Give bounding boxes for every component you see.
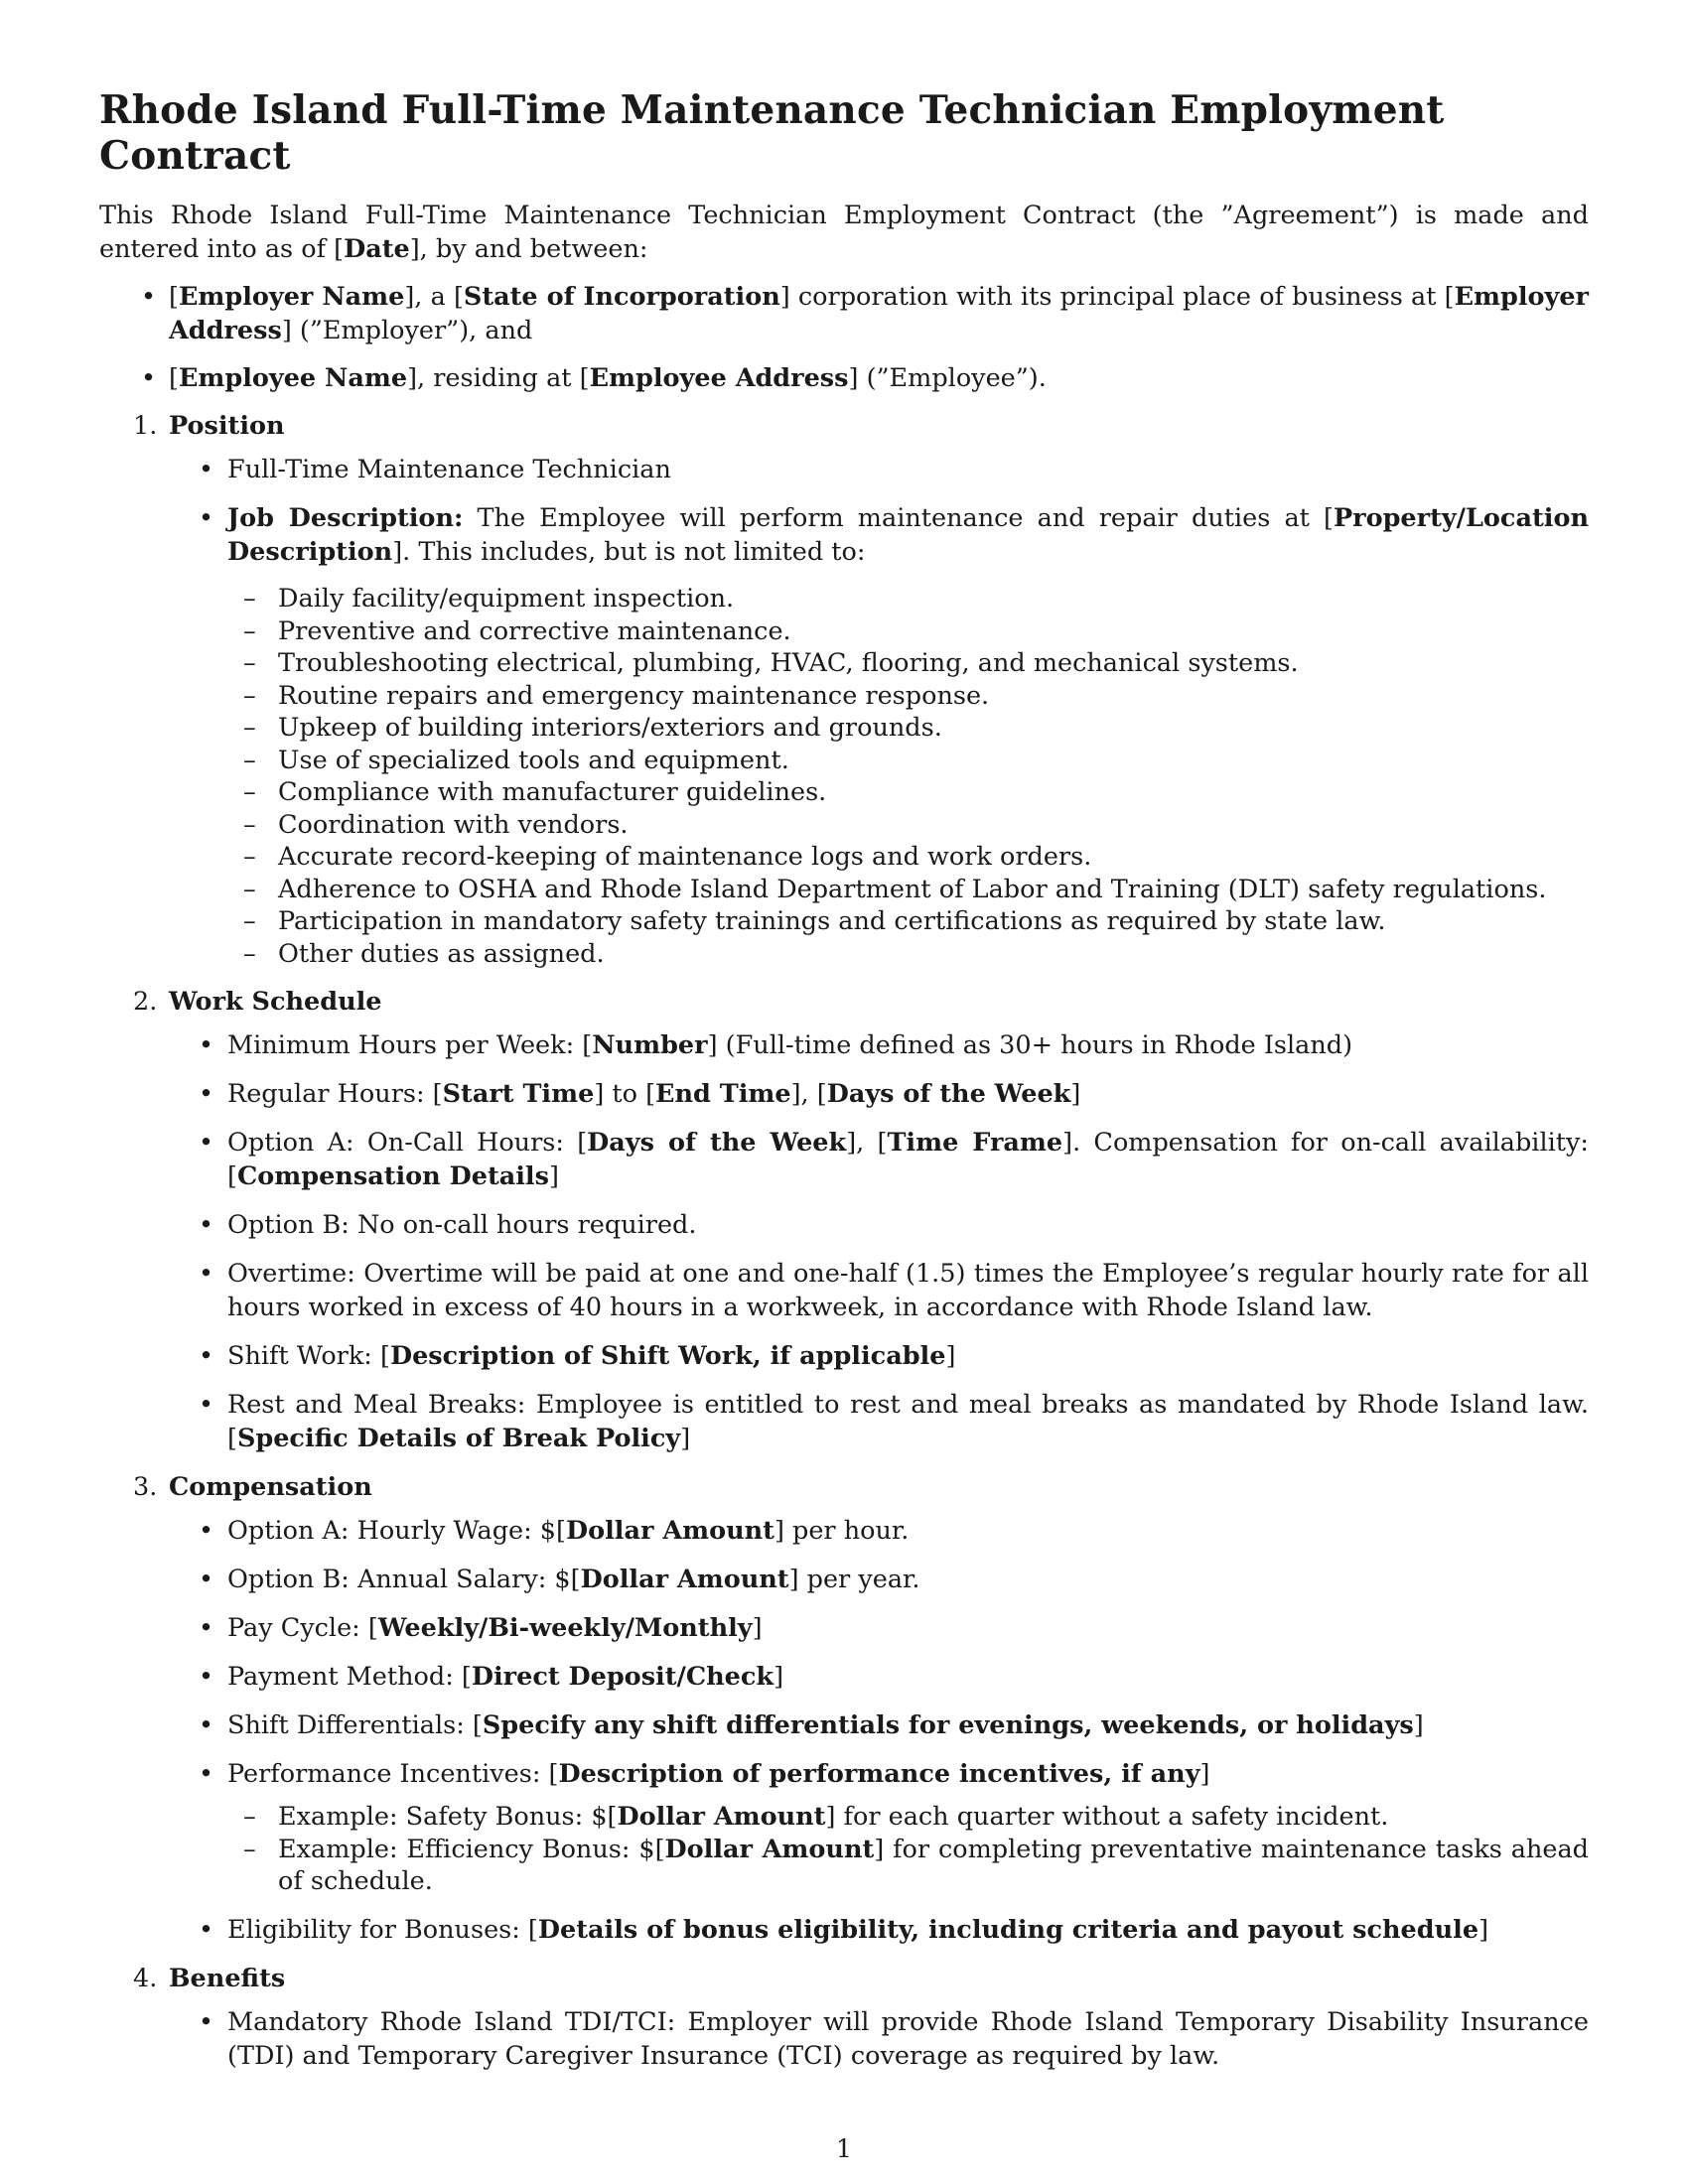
schedule-list [99,1028,1589,1455]
pay-cycle: • Pay Cycle: [Weekly/Bi-weekly/Monthly] [99,1611,1589,1645]
duty-item: – Troubleshooting electrical, plumbing, HVAC, flooring, and mechanical systems. [227,647,1589,680]
position-role: • Full-Time Maintenance Technician [99,453,1589,486]
party-employer: • [Employer Name], a [State of Incorporation] corporation with its principal place of business at [Employer Address] (”Employer”), and [99,280,1589,347]
duty-item: – Use of specialized tools and equipment. [227,745,1589,777]
duty-item: – Upkeep of building interiors/exteriors and grounds. [227,712,1589,745]
no-on-call: • Option B: No on-call hours required. [99,1208,1589,1242]
duty-item: – Participation in mandatory safety trainings and certifications as required by state law. [227,905,1589,938]
section-heading: 1. Position [133,411,285,441]
duty-item: – Coordination with vendors. [227,809,1589,842]
example-efficiency-bonus: – Example: Efficiency Bonus: $[Dollar Amount] for completing preventative maintenance tasks ahead of schedule. [227,1834,1589,1898]
minimum-hours: • Minimum Hours per Week: [Number] (Full-time defined as 30+ hours in Rhode Island) [99,1028,1589,1062]
bonus-eligibility: • Eligibility for Bonuses: [Details of bonus eligibility, including criteria and payout schedule] [99,1913,1589,1947]
performance-incentives: • Performance Incentives: [Description of performance incentives, if any] – Example: Safety Bonus: $[Dollar Amount] for each quarter without a safety incident. – Example: Efficiency Bonus: $[Dollar Amount] for completing preventative maintenance tasks ahead of schedule. [99,1757,1589,1898]
duty-item: – Preventive and corrective maintenance. [227,615,1589,648]
document-page [99,87,1589,2088]
tdi-tci: • Mandatory Rhode Island TDI/TCI: Employer will provide Rhode Island Temporary Disability Insurance (TDI) and Temporary Caregiver Insurance (TCI) coverage as required by law. [99,2005,1589,2073]
shift-work: • Shift Work: [Description of Shift Work, if applicable] [99,1339,1589,1373]
section-benefits [99,1962,1589,2073]
example-safety-bonus: – Example: Safety Bonus: $[Dollar Amount] for each quarter without a safety incident. [227,1801,1589,1834]
shift-differentials: • Shift Differentials: [Specify any shift differentials for evenings, weekends, or holidays] [99,1708,1589,1742]
document-title: Rhode Island Full-Time Maintenance Technician Employment Contract [99,87,1445,179]
section-compensation [99,1470,1589,1947]
on-call-hours: • Option A: On-Call Hours: [Days of the Week], [Time Frame]. Compensation for on-call availability: [Compensation Details] [99,1126,1589,1193]
hourly-wage: • Option A: Hourly Wage: $[Dollar Amount] per hour. [99,1514,1589,1548]
overtime: • Overtime: Overtime will be paid at one and one-half (1.5) times the Employee’s regular hourly rate for all hours worked in excess of 40 hours in a workweek, in accordance with Rhode Island law. [99,1257,1589,1324]
incentive-examples [227,1801,1589,1898]
page-number: 1 [835,2134,853,2164]
duty-item: – Daily facility/equipment inspection. [227,583,1589,615]
duty-item: – Other duties as assigned. [227,938,1589,971]
benefits-list [99,2005,1589,2073]
duty-item: – Routine repairs and emergency maintenance response. [227,680,1589,713]
duties-list [227,583,1589,970]
section-heading: 3. Compensation [133,1472,372,1502]
section-position [99,409,1589,970]
job-description: • Job Description: The Employee will perform maintenance and repair duties at [Property/Location Description]. This includes, but is not limited to: – Daily facility/equipment inspection. – Preventive and corrective maintenance. – Troubleshooting electrical, plumbing, HVAC, flooring, and mechanical systems. – Routine repairs and emergency maintenance response. – Upkeep of building interiors/exteriors and grounds. – Use of specialized tools and equipment. – Compliance with manufacturer guidelines. – Coordination with vendors. – Accurate record-keeping of maintenance logs and work orders. – Adherence to OSHA and Rhode Island Department of Labor and Training (DLT) safety regulations. – Participation in mandatory safety trainings and certifications as required by state law. – Other duties as assigned. [99,501,1589,970]
intro-paragraph: This Rhode Island Full-Time Maintenance Technician Employment Contract (the ”Agreement”) is made and entered into as of [Date], by and between: [99,201,1589,264]
party-employee: • [Employee Name], residing at [Employee Address] (”Employee”). [99,361,1589,395]
rest-meal-breaks: • Rest and Meal Breaks: Employee is entitled to rest and meal breaks as mandated by Rhode Island law. [Specific Details of Break Policy] [99,1388,1589,1455]
duty-item: – Accurate record-keeping of maintenance logs and work orders. [227,841,1589,874]
parties-list [99,280,1589,395]
compensation-list [99,1514,1589,1947]
annual-salary: • Option B: Annual Salary: $[Dollar Amount] per year. [99,1563,1589,1596]
duty-item: – Adherence to OSHA and Rhode Island Department of Labor and Training (DLT) safety regulations. [227,874,1589,906]
date-placeholder: Date [344,234,410,264]
duty-item: – Compliance with manufacturer guidelines. [227,776,1589,809]
section-work-schedule [99,985,1589,1455]
payment-method: • Payment Method: [Direct Deposit/Check] [99,1660,1589,1694]
position-list [99,453,1589,970]
regular-hours: • Regular Hours: [Start Time] to [End Time], [Days of the Week] [99,1077,1589,1111]
section-heading: 2. Work Schedule [133,987,382,1017]
section-heading: 4. Benefits [133,1963,286,1993]
